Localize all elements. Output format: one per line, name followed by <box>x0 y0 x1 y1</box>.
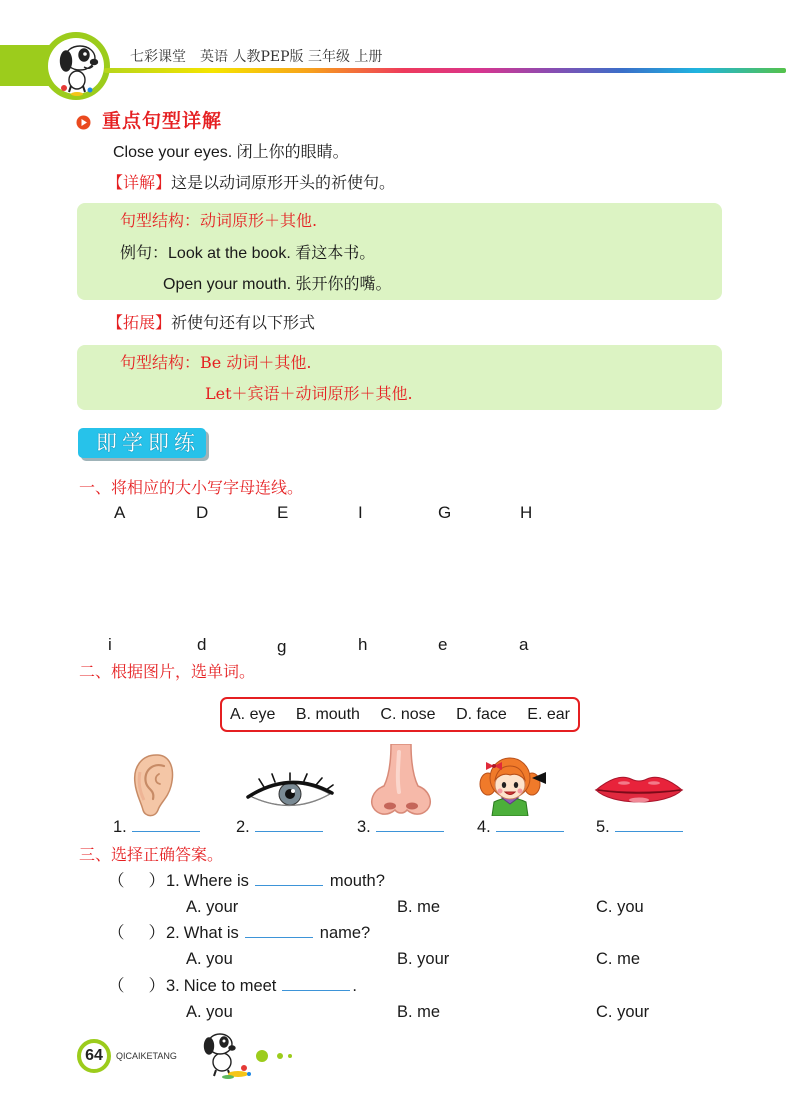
picture-number: 5. <box>596 818 610 836</box>
question-number: 1. <box>166 872 180 890</box>
extension-line <box>107 313 315 333</box>
lowercase-letter: a <box>519 635 529 654</box>
choice-a: A. your <box>186 898 239 916</box>
structure-line: 句型结构：动词原形＋其他. <box>120 211 318 230</box>
picture-number: 4. <box>477 818 491 836</box>
footer-brand: QICAIKETANG <box>116 1051 177 1061</box>
lips-icon <box>594 772 684 810</box>
choice-c: C. you <box>596 898 644 916</box>
example-line-2 <box>163 274 392 295</box>
picture-answer-4 <box>477 816 564 837</box>
uppercase-letter: H <box>520 503 533 522</box>
example-2-chinese: 张开你的嘴。 <box>295 274 392 293</box>
example-1-english: Look at the book. <box>168 245 291 262</box>
question-blank <box>255 870 323 886</box>
picture-answer-3 <box>357 816 444 837</box>
answer-blank <box>615 816 683 832</box>
part2-title: 二、根据图片，选单词。 <box>79 662 256 681</box>
answer-blank <box>376 816 444 832</box>
word-options-box <box>220 697 580 732</box>
question-blank <box>282 975 350 991</box>
choice-a: A. you <box>186 950 233 968</box>
question-text-before: What is <box>183 924 239 942</box>
lowercase-letter: h <box>358 635 368 654</box>
answer-parentheses: （ ） <box>108 871 162 890</box>
question-number: 2. <box>166 924 180 942</box>
cartoon-dog-icon <box>0 30 112 102</box>
choice-b: B. me <box>397 898 441 916</box>
lowercase-letter: e <box>438 635 448 654</box>
choice-c: C. your <box>596 1003 650 1021</box>
question-text-after: name? <box>319 924 371 942</box>
question-number: 3. <box>166 977 180 995</box>
uppercase-letter: D <box>196 503 209 522</box>
header-badge <box>0 32 110 100</box>
lowercase-letter: d <box>197 635 207 654</box>
answer-blank <box>132 816 200 832</box>
part1-title: 一、将相应的大小写字母连线。 <box>79 478 304 497</box>
page-number: 64 <box>77 1039 111 1073</box>
structure-line-let: Let＋宾语＋动词原形＋其他. <box>205 384 413 403</box>
explanation-line <box>107 173 395 193</box>
example-2-english: Open your mouth. <box>163 276 292 293</box>
answer-blank <box>496 816 564 832</box>
choice-a: A. you <box>186 1003 233 1021</box>
word-option: B. mouth <box>295 705 360 723</box>
word-option: C. nose <box>380 705 436 723</box>
picture-number: 2. <box>236 818 250 836</box>
answer-parentheses: （ ） <box>108 976 162 995</box>
explanation-text: 这是以动词原形开头的祈使句。 <box>171 173 396 192</box>
choice-c: C. me <box>596 950 641 968</box>
header-rainbow-bar <box>104 68 786 73</box>
decorative-dots <box>255 1049 299 1063</box>
question-blank <box>245 922 313 938</box>
lowercase-letter: g <box>277 637 287 656</box>
key-sentence-english: Close your eyes. <box>113 144 233 161</box>
explanation-tag: 【详解】 <box>107 173 172 192</box>
practice-label-text: 即学即练 <box>96 431 200 455</box>
question-text-after: mouth? <box>329 872 385 890</box>
question-text-after: . <box>352 977 357 995</box>
choice-b: B. your <box>397 950 450 968</box>
extension-tag: 【拓展】 <box>107 313 172 332</box>
extension-text: 祈使句还有以下形式 <box>171 313 316 332</box>
section-heading: 重点句型详解 <box>102 111 223 132</box>
answer-blank <box>255 816 323 832</box>
play-circle-icon <box>76 115 91 130</box>
answer-parentheses: （ ） <box>108 923 162 942</box>
picture-answer-2 <box>236 816 323 837</box>
lowercase-letter: i <box>108 635 112 654</box>
question-text-before: Where is <box>183 872 249 890</box>
picture-answer-5 <box>596 816 683 837</box>
practice-label <box>78 428 206 458</box>
picture-number: 1. <box>113 818 127 836</box>
ear-icon <box>128 752 180 818</box>
example-line-1 <box>120 243 375 264</box>
example-1-chinese: 看这本书。 <box>295 243 376 262</box>
choice-b: B. me <box>397 1003 441 1021</box>
key-sentence <box>113 142 349 163</box>
uppercase-letter: I <box>358 503 363 522</box>
header-title: 七彩课堂 英语 人教PEP版 三年级 上册 <box>130 49 383 65</box>
footer-dog-icon <box>198 1030 254 1080</box>
word-option: E. ear <box>527 705 570 723</box>
word-option: D. face <box>456 705 507 723</box>
question-3 <box>108 975 357 996</box>
picture-answer-1 <box>113 816 200 837</box>
uppercase-letter: G <box>438 503 452 522</box>
question-1 <box>108 870 385 891</box>
part3-title: 三、选择正确答案。 <box>79 845 224 864</box>
question-2 <box>108 922 370 943</box>
uppercase-letter: A <box>114 503 126 522</box>
nose-icon <box>368 744 434 818</box>
eye-icon <box>246 772 334 814</box>
girl-face-icon <box>476 754 548 816</box>
question-text-before: Nice to meet <box>183 977 277 995</box>
uppercase-letter: E <box>277 503 289 522</box>
key-sentence-chinese: 闭上你的眼睛。 <box>236 142 349 161</box>
example-label: 例句： <box>120 243 169 262</box>
structure-line-be: 句型结构：Be 动词＋其他. <box>120 353 312 372</box>
picture-number: 3. <box>357 818 371 836</box>
word-option: A. eye <box>230 705 276 723</box>
